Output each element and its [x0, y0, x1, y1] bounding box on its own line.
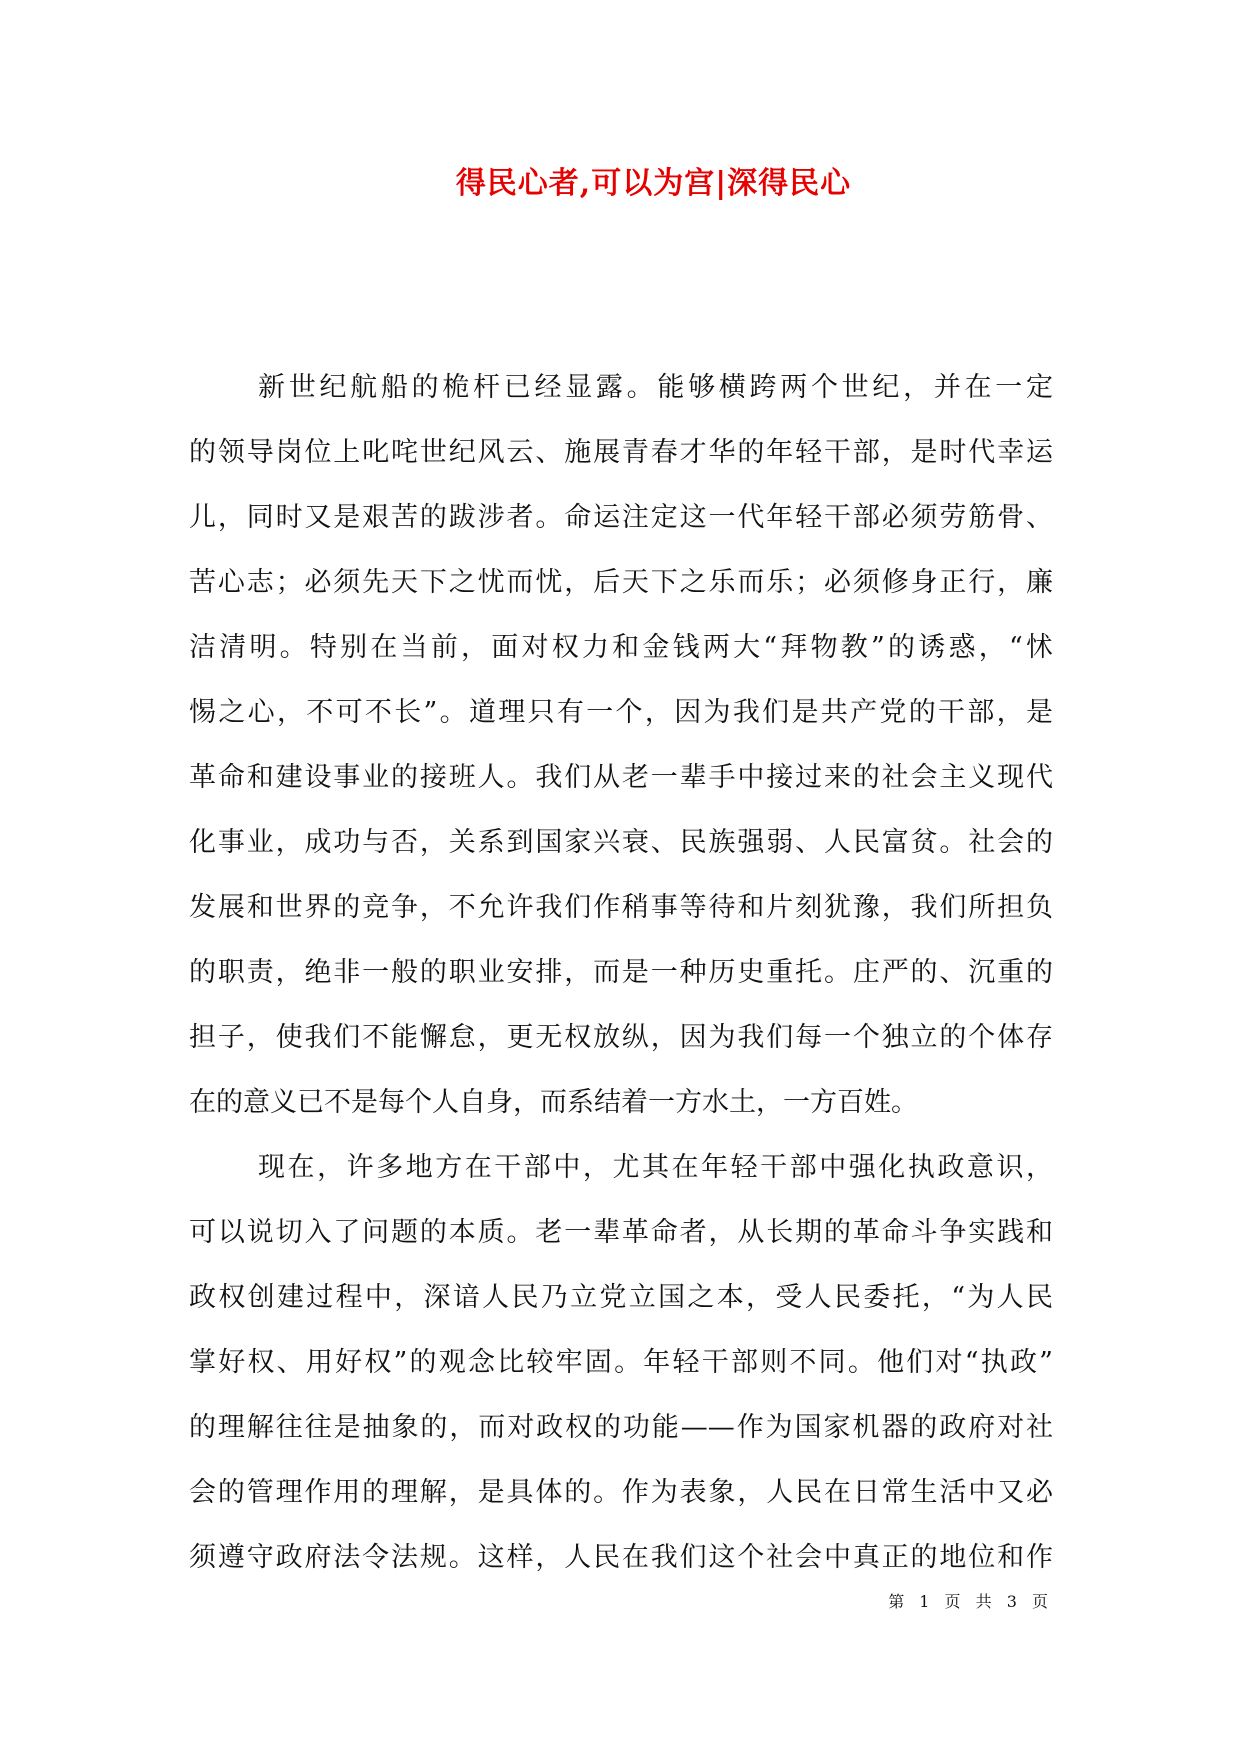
paragraph-1-line-3: 儿，同时又是艰苦的跋涉者。命运注定这一代年轻干部必须劳筋骨、 — [189, 502, 1053, 533]
paragraph-1-line-7: 革命和建设事业的接班人。我们从老一辈手中接过来的社会主义现代 — [189, 762, 1053, 793]
paragraph-1-line-11: 担子，使我们不能懈怠，更无权放纵，因为我们每一个独立的个体存 — [189, 1022, 1053, 1053]
paragraph-2-line-3: 政权创建过程中，深谙人民乃立党立国之本，受人民委托，“为人民 — [189, 1282, 1053, 1313]
page-number-footer: 第 1 页 共 3 页 — [888, 1592, 1053, 1611]
paragraph-1-line-8: 化事业，成功与否，关系到国家兴衰、民族强弱、人民富贫。社会的 — [189, 827, 1053, 858]
paragraph-1-line-5: 洁清明。特别在当前，面对权力和金钱两大“拜物教”的诱惑，“怵 — [189, 632, 1053, 663]
paragraph-1-line-6: 惕之心，不可不长”。道理只有一个，因为我们是共产党的干部，是 — [189, 697, 1053, 728]
paragraph-1-line-1: 新世纪航船的桅杆已经显露。能够横跨两个世纪，并在一定 — [258, 372, 1053, 403]
paragraph-2-line-1: 现在，许多地方在干部中，尤其在年轻干部中强化执政意识， — [258, 1152, 1053, 1183]
paragraph-1-line-2: 的领导岗位上叱咤世纪风云、施展青春才华的年轻干部，是时代幸运 — [189, 437, 1053, 468]
paragraph-2-line-7: 须遵守政府法令法规。这样，人民在我们这个社会中真正的地位和作 — [189, 1542, 1053, 1573]
document-title: 得民心者,可以为宫|深得民心 — [455, 166, 852, 201]
paragraph-1-line-12: 在的意义已不是每个人自身，而系结着一方水土，一方百姓。 — [189, 1087, 918, 1118]
paragraph-2-line-4: 掌好权、用好权”的观念比较牢固。年轻干部则不同。他们对“执政” — [189, 1347, 1053, 1378]
paragraph-2-line-5: 的理解往往是抽象的，而对政权的功能——作为国家机器的政府对社 — [189, 1412, 1053, 1443]
paragraph-2-line-6: 会的管理作用的理解，是具体的。作为表象，人民在日常生活中又必 — [189, 1477, 1053, 1508]
paragraph-2-line-2: 可以说切入了问题的本质。老一辈革命者，从长期的革命斗争实践和 — [189, 1217, 1053, 1248]
paragraph-1-line-4: 苦心志；必须先天下之忧而忧，后天下之乐而乐；必须修身正行，廉 — [189, 567, 1053, 598]
paragraph-1-line-10: 的职责，绝非一般的职业安排，而是一种历史重托。庄严的、沉重的 — [189, 957, 1053, 988]
paragraph-1-line-9: 发展和世界的竞争，不允许我们作稍事等待和片刻犹豫，我们所担负 — [189, 892, 1053, 923]
document-body — [189, 355, 1053, 1590]
